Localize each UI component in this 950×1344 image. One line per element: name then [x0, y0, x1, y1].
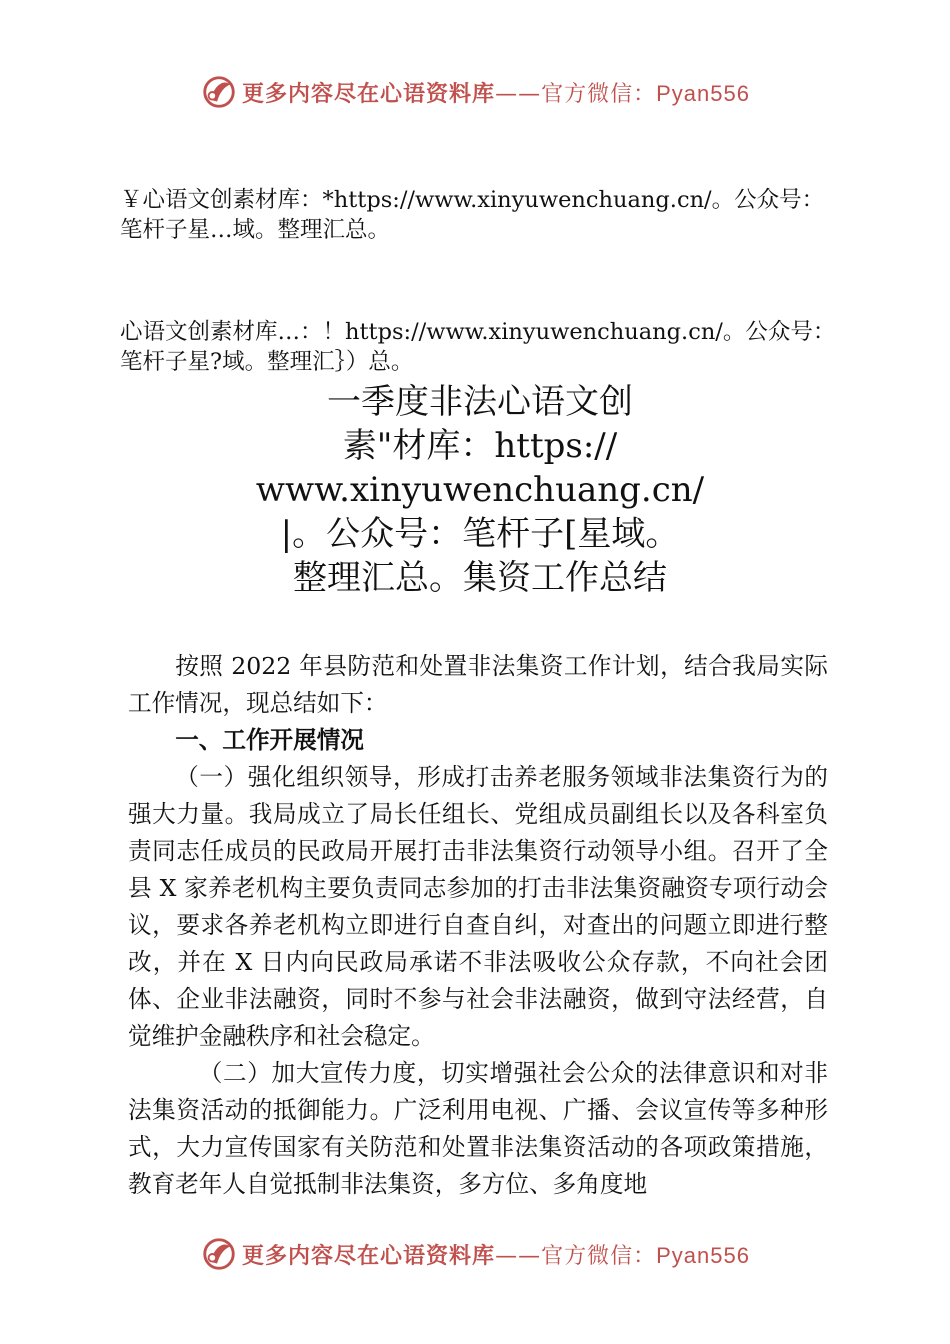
paragraph-1: （一）强化组织领导，形成打击养老服务领域非法集资行为的强大力量。我局成立了局长任组长、党组成员副组长以及各科室负责同志任成员的民政局开展打击非法集资行动领导小组。召开了全县 X 家养老机构主要负责同志参加的打击非法集资融资专项行动会议，要求各养老机构立即进行自查自纠，对查出的问题立即进行整改，并在 X 日内向民政局承诺不非法吸收公众存款，不向社会团体、企业非法融资，同时不参与社会非法融资，做到守法经营，自觉维护金融秩序和社会稳定。 [128, 763, 828, 1050]
source-note-1: ￥心语文创素材库：*https://www.xinyuwenchuang.cn/。公众号：笔杆子星…域。整理汇总。 [120, 187, 825, 243]
document-body [128, 648, 828, 1203]
watermark-banner-bottom [0, 1234, 950, 1274]
title-line: |。公众号：笔杆子[星域。 [280, 514, 680, 554]
brand-logo-icon [200, 1235, 238, 1273]
title-line: 整理汇总。集资工作总结 [293, 558, 667, 598]
watermark-banner-top [0, 72, 950, 112]
paragraph-2: （二）加大宣传力度，切实增强社会公众的法律意识和对非法集资活动的抵御能力。广泛利用电视、广播、会议宣传等多种形式，大力宣传国家有关防范和处置非法集资活动的各项政策措施，教育老年人自觉抵制非法集资，多方位、多角度地 [128, 1059, 828, 1198]
section-heading: 一、工作开展情况 [175, 726, 364, 754]
brand-logo-icon [200, 73, 238, 111]
title-line: 素"材库：https:// [342, 426, 618, 466]
document-title [120, 380, 840, 600]
title-line: 一季度非法心语文创 [327, 382, 633, 422]
watermark-text: 更多内容尽在心语资料库——官方微信：Pyan556 [242, 80, 750, 107]
source-note-2: 心语文创素材库…：！https://www.xinyuwenchuang.cn/。公众号：笔杆子星?域。整理汇｝）总。 [120, 319, 836, 375]
intro-paragraph: 按照 2022 年县防范和处置非法集资工作计划，结合我局实际工作情况，现总结如下： [128, 652, 828, 717]
title-line: www.xinyuwenchuang.cn/ [255, 470, 705, 510]
watermark-text: 更多内容尽在心语资料库——官方微信：Pyan556 [242, 1242, 750, 1269]
